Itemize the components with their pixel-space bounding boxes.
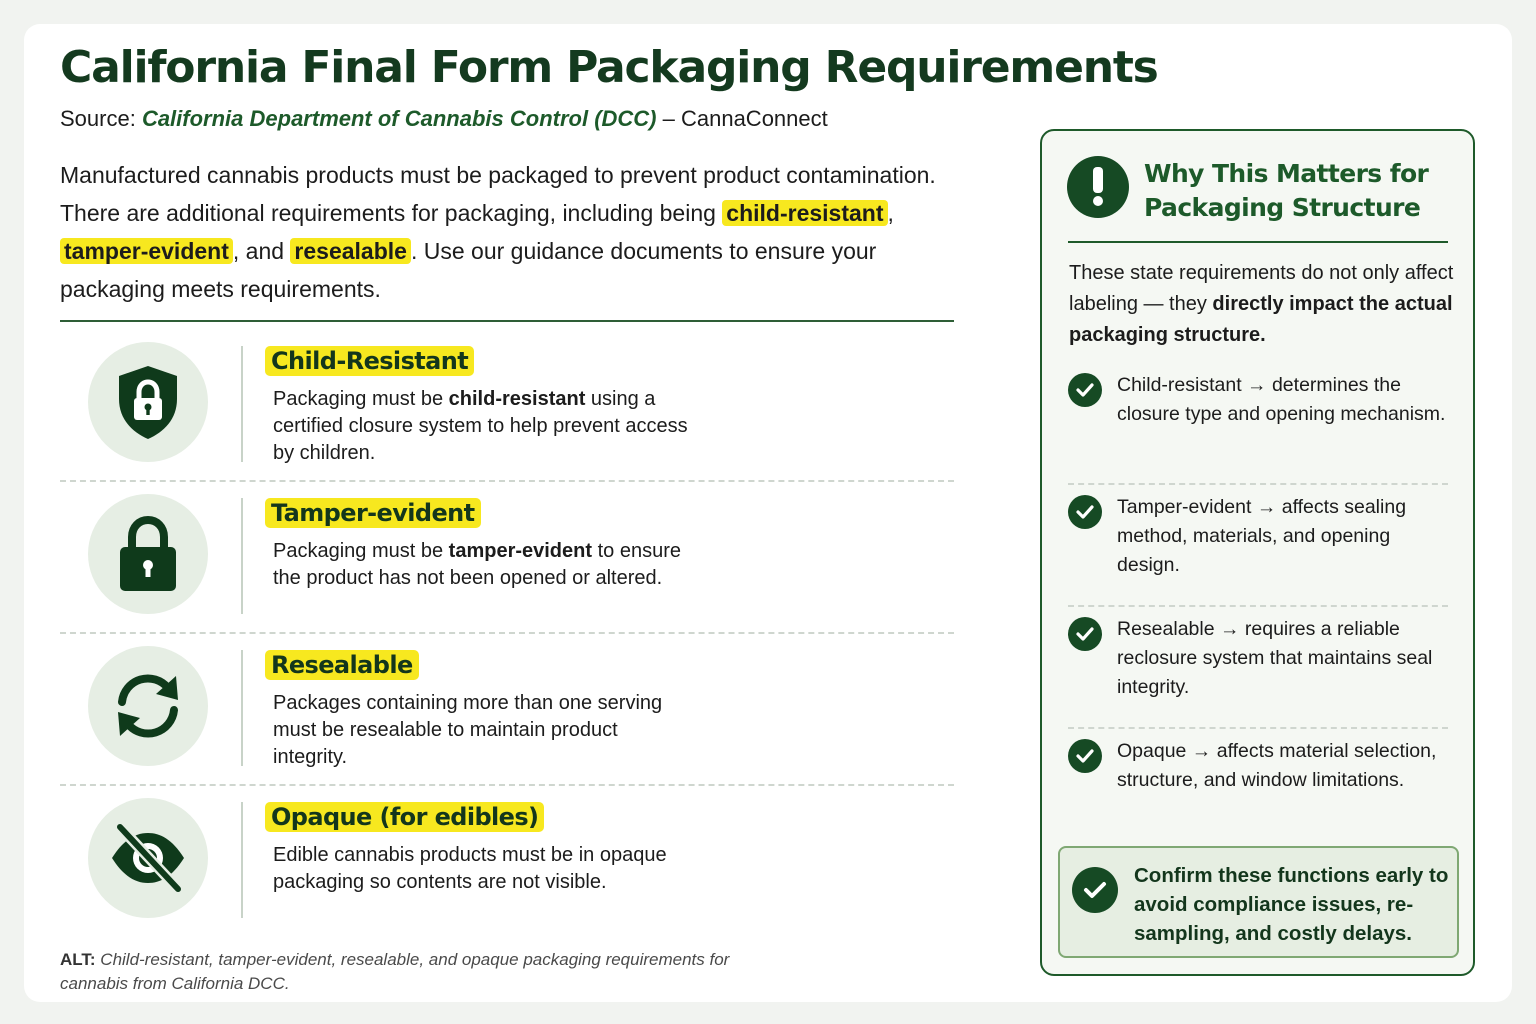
alt-label: ALT: xyxy=(60,950,96,969)
alt-text-note xyxy=(60,948,780,996)
checklist-item xyxy=(1068,363,1448,485)
intro-text-1: Manufactured cannabis products must be packaged to prevent product contamination. There are additional requirements for packaging, including being xyxy=(60,162,936,226)
requirement-description xyxy=(273,842,693,896)
row-divider xyxy=(241,346,243,462)
intro-text-3: , and xyxy=(232,238,291,264)
requirement-opaque xyxy=(60,786,954,938)
requirement-title: Opaque (for edibles) xyxy=(265,802,544,832)
checkmark-icon xyxy=(1072,867,1118,913)
requirement-description xyxy=(273,538,693,592)
shield-lock-icon xyxy=(88,342,208,462)
intro-highlight-resealable: resealable xyxy=(290,238,411,264)
requirement-title: Tamper-evident xyxy=(265,498,481,528)
intro-text-4: . Use our guidance documents to ensure your packaging meets requirements. xyxy=(60,238,877,302)
desc-bold: tamper-evident xyxy=(448,540,593,562)
requirements-list xyxy=(60,330,954,938)
checkmark-icon xyxy=(1068,495,1102,529)
checklist-text: Tamper-evident → affects sealing method, materials, and opening design. xyxy=(1117,496,1407,576)
panel-intro-text: These state requirements do not only affect labeling — they xyxy=(1069,262,1454,315)
intro-text-2: , xyxy=(887,200,894,226)
source-suffix: – CannaConnect xyxy=(656,106,828,131)
requirement-description xyxy=(273,690,693,771)
impact-checklist xyxy=(1068,363,1448,851)
intro-paragraph xyxy=(60,156,975,308)
desc-text: using a certified closure system to help prevent access by children. xyxy=(273,388,688,464)
panel-title: Why This Matters for Packaging Structure xyxy=(1144,159,1429,222)
checklist-text: Resealable → requires a reliable reclosure system that maintains seal integrity. xyxy=(1117,618,1433,698)
checkmark-icon xyxy=(1068,739,1102,773)
requirement-description xyxy=(273,386,693,467)
panel-divider xyxy=(1068,241,1448,243)
checklist-item xyxy=(1068,729,1448,851)
checkmark-icon xyxy=(1068,617,1102,651)
row-divider xyxy=(241,498,243,614)
checklist-item xyxy=(1068,607,1448,729)
checklist-text: Child-resistant → determines the closure type and opening mechanism. xyxy=(1117,374,1446,425)
desc-text: Packaging must be xyxy=(273,388,449,410)
checklist-item xyxy=(1068,485,1448,607)
exclamation-icon xyxy=(1067,156,1129,218)
eye-slash-icon xyxy=(88,798,208,918)
checkmark-icon xyxy=(1068,373,1102,407)
callout-box xyxy=(1058,846,1459,958)
requirement-resealable xyxy=(60,634,954,786)
intro-highlight-child-resistant: child-resistant xyxy=(722,200,887,226)
row-divider xyxy=(241,802,243,918)
requirement-title: Child-Resistant xyxy=(265,346,474,376)
checklist-text: Opaque → affects material selection, structure, and window limitations. xyxy=(1117,740,1437,791)
desc-text: to ensure the product has not been opened or altered. xyxy=(273,540,681,589)
requirement-title: Resealable xyxy=(265,650,419,680)
requirement-tamper-evident xyxy=(60,482,954,634)
callout-text: Confirm these functions early to avoid compliance issues, re-sampling, and costly delays. xyxy=(1134,864,1449,945)
padlock-icon xyxy=(88,494,208,614)
source-prefix: Source: xyxy=(60,106,142,131)
desc-text: Packages containing more than one serving must be resealable to maintain product integrity. xyxy=(273,692,663,768)
desc-bold: child-resistant xyxy=(448,388,586,410)
row-divider xyxy=(241,650,243,766)
source-org-link[interactable]: California Department of Cannabis Control (DCC) xyxy=(141,106,657,131)
panel-intro-bold: directly impact the actual packaging structure. xyxy=(1069,293,1453,346)
source-line xyxy=(60,106,828,132)
intro-highlight-tamper-evident: tamper-evident xyxy=(60,238,233,264)
desc-text: Packaging must be xyxy=(273,540,449,562)
refresh-icon xyxy=(88,646,208,766)
page-title: California Final Form Packaging Requirements xyxy=(60,42,1158,93)
alt-description: Child-resistant, tamper-evident, resealable, and opaque packaging requirements for cannabis from California DCC. xyxy=(60,950,730,993)
requirement-child-resistant xyxy=(60,330,954,482)
why-it-matters-panel xyxy=(1040,129,1475,976)
desc-text: Edible cannabis products must be in opaque packaging so contents are not visible. xyxy=(273,844,667,893)
panel-intro xyxy=(1069,258,1454,351)
section-divider xyxy=(60,320,954,322)
